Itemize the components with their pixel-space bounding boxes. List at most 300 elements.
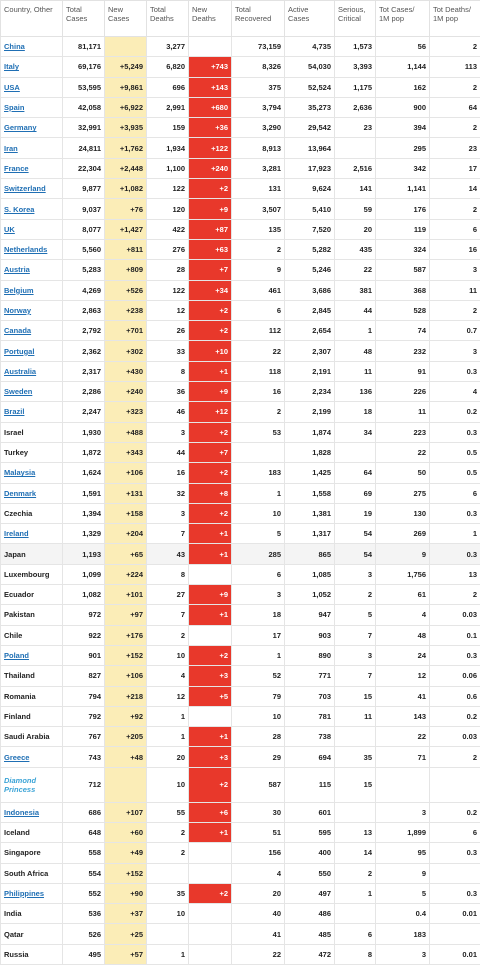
country-link[interactable]: UK (4, 225, 15, 234)
country-name: Finland (4, 712, 31, 721)
active-cases-cell: 703 (285, 686, 335, 706)
header-total-cases[interactable]: Total Cases (63, 1, 105, 37)
table-row (1, 300, 480, 320)
country-cell[interactable] (1, 77, 63, 97)
country-link[interactable]: Poland (4, 651, 29, 660)
total-cases-cell: 554 (63, 863, 105, 883)
deaths-per-million-cell: 0.3 (430, 503, 480, 523)
country-cell[interactable] (1, 57, 63, 77)
country-cell (1, 585, 63, 605)
table-header-row (1, 1, 480, 37)
total-recovered-cell: 2 (232, 239, 285, 259)
country-name: Czechia (4, 509, 32, 518)
deaths-per-million-cell: 2 (430, 77, 480, 97)
total-recovered-cell: 2 (232, 402, 285, 422)
country-link[interactable]: Portugal (4, 347, 34, 356)
country-cell[interactable] (1, 883, 63, 903)
new-deaths-cell: +743 (189, 57, 232, 77)
table-row (1, 280, 480, 300)
table-row (1, 239, 480, 259)
cases-per-million-cell: 24 (376, 645, 430, 665)
country-cell[interactable] (1, 747, 63, 767)
active-cases-cell: 5,410 (285, 199, 335, 219)
cases-per-million-cell: 5 (376, 883, 430, 903)
active-cases-cell: 4,735 (285, 37, 335, 57)
active-cases-cell: 595 (285, 822, 335, 842)
header-total-recovered[interactable]: Total Recovered (232, 1, 285, 37)
header-deaths-per-million[interactable]: Tot Deaths/ 1M pop (430, 1, 480, 37)
deaths-per-million-cell: 16 (430, 239, 480, 259)
country-name: Chile (4, 631, 22, 640)
deaths-per-million-cell: 2 (430, 199, 480, 219)
country-link[interactable]: Austria (4, 265, 30, 274)
cases-per-million-cell: 4 (376, 605, 430, 625)
total-recovered-cell: 3,507 (232, 199, 285, 219)
total-cases-cell: 1,624 (63, 463, 105, 483)
new-cases-cell: +107 (105, 802, 147, 822)
deaths-per-million-cell: 2 (430, 37, 480, 57)
country-cell (1, 863, 63, 883)
country-cell[interactable] (1, 341, 63, 361)
cases-per-million-cell: 71 (376, 747, 430, 767)
deaths-per-million-cell: 64 (430, 97, 480, 117)
total-deaths-cell: 122 (147, 280, 189, 300)
total-deaths-cell: 27 (147, 585, 189, 605)
country-cell (1, 822, 63, 842)
table-row (1, 645, 480, 665)
cases-per-million-cell: 9 (376, 863, 430, 883)
cases-per-million-cell: 223 (376, 422, 430, 442)
new-cases-cell: +37 (105, 904, 147, 924)
total-recovered-cell: 118 (232, 361, 285, 381)
country-cell[interactable] (1, 300, 63, 320)
country-link[interactable]: Canada (4, 326, 31, 335)
cases-per-million-cell (376, 767, 430, 802)
new-cases-cell: +92 (105, 706, 147, 726)
cases-per-million-cell: 162 (376, 77, 430, 97)
new-deaths-cell: +6 (189, 802, 232, 822)
table-row (1, 219, 480, 239)
new-cases-cell: +57 (105, 944, 147, 964)
table-row (1, 524, 480, 544)
new-cases-cell: +343 (105, 442, 147, 462)
country-link[interactable]: Philippines (4, 889, 44, 898)
country-name: India (4, 909, 22, 918)
cases-per-million-cell: 183 (376, 924, 430, 944)
active-cases-cell: 550 (285, 863, 335, 883)
total-cases-cell: 536 (63, 904, 105, 924)
serious-critical-cell: 136 (335, 382, 376, 402)
total-recovered-cell: 30 (232, 802, 285, 822)
new-cases-cell: +809 (105, 260, 147, 280)
active-cases-cell: 5,246 (285, 260, 335, 280)
active-cases-cell: 1,317 (285, 524, 335, 544)
header-total-deaths[interactable]: Total Deaths (147, 1, 189, 37)
country-cell (1, 706, 63, 726)
country-link[interactable]: Sweden (4, 387, 32, 396)
country-link[interactable]: USA (4, 83, 20, 92)
country-link[interactable]: Norway (4, 306, 31, 315)
total-cases-cell: 2,317 (63, 361, 105, 381)
header-new-cases[interactable]: New Cases (105, 1, 147, 37)
total-deaths-cell: 120 (147, 199, 189, 219)
total-cases-cell: 5,283 (63, 260, 105, 280)
total-deaths-cell: 3,277 (147, 37, 189, 57)
cases-per-million-cell: 528 (376, 300, 430, 320)
total-deaths-cell: 8 (147, 361, 189, 381)
active-cases-cell: 115 (285, 767, 335, 802)
country-link[interactable]: Iran (4, 144, 18, 153)
total-cases-cell: 1,394 (63, 503, 105, 523)
country-cell[interactable] (1, 179, 63, 199)
table-row (1, 822, 480, 842)
total-deaths-cell: 4 (147, 666, 189, 686)
cases-per-million-cell: 12 (376, 666, 430, 686)
total-recovered-cell: 156 (232, 843, 285, 863)
country-cell[interactable] (1, 158, 63, 178)
new-cases-cell: +224 (105, 564, 147, 584)
table-row (1, 767, 480, 802)
header-cases-per-million[interactable]: Tot Cases/ 1M pop (376, 1, 430, 37)
deaths-per-million-cell: 4 (430, 382, 480, 402)
total-deaths-cell: 10 (147, 767, 189, 802)
country-cell (1, 442, 63, 462)
serious-critical-cell: 1 (335, 883, 376, 903)
new-cases-cell: +158 (105, 503, 147, 523)
cases-per-million-cell: 22 (376, 442, 430, 462)
cases-per-million-cell: 587 (376, 260, 430, 280)
total-recovered-cell: 40 (232, 904, 285, 924)
active-cases-cell: 485 (285, 924, 335, 944)
country-link[interactable]: Germany (4, 123, 37, 132)
total-deaths-cell: 2 (147, 843, 189, 863)
total-deaths-cell: 20 (147, 747, 189, 767)
country-cell[interactable] (1, 97, 63, 117)
country-link[interactable]: Brazil (4, 407, 24, 416)
total-cases-cell: 686 (63, 802, 105, 822)
total-recovered-cell (232, 442, 285, 462)
new-deaths-cell: +1 (189, 727, 232, 747)
header-active-cases[interactable]: Active Cases (285, 1, 335, 37)
country-link[interactable]: Indonesia (4, 808, 39, 817)
new-deaths-cell: +2 (189, 645, 232, 665)
cases-per-million-cell: 56 (376, 37, 430, 57)
serious-critical-cell: 54 (335, 544, 376, 564)
new-cases-cell: +811 (105, 239, 147, 259)
total-recovered-cell: 183 (232, 463, 285, 483)
total-recovered-cell: 22 (232, 341, 285, 361)
country-cell (1, 564, 63, 584)
new-cases-cell: +49 (105, 843, 147, 863)
new-deaths-cell (189, 564, 232, 584)
country-cell[interactable] (1, 280, 63, 300)
deaths-per-million-cell (430, 863, 480, 883)
cases-per-million-cell: 1,899 (376, 822, 430, 842)
new-deaths-cell: +2 (189, 422, 232, 442)
country-link[interactable]: Greece (4, 753, 29, 762)
total-cases-cell: 648 (63, 822, 105, 842)
serious-critical-cell: 15 (335, 686, 376, 706)
total-cases-cell: 4,269 (63, 280, 105, 300)
active-cases-cell: 1,085 (285, 564, 335, 584)
country-cell[interactable] (1, 219, 63, 239)
total-deaths-cell (147, 924, 189, 944)
cases-per-million-cell: 11 (376, 402, 430, 422)
serious-critical-cell: 35 (335, 747, 376, 767)
country-link[interactable]: France (4, 164, 29, 173)
table-row (1, 564, 480, 584)
serious-critical-cell (335, 442, 376, 462)
total-cases-cell: 901 (63, 645, 105, 665)
new-deaths-cell (189, 37, 232, 57)
table-row (1, 422, 480, 442)
country-cell[interactable] (1, 645, 63, 665)
serious-critical-cell: 15 (335, 767, 376, 802)
active-cases-cell: 1,558 (285, 483, 335, 503)
deaths-per-million-cell: 0.3 (430, 843, 480, 863)
cases-per-million-cell: 61 (376, 585, 430, 605)
new-cases-cell: +2,448 (105, 158, 147, 178)
table-row (1, 321, 480, 341)
country-link[interactable]: Australia (4, 367, 36, 376)
serious-critical-cell: 6 (335, 924, 376, 944)
country-cell[interactable] (1, 382, 63, 402)
country-cell[interactable] (1, 260, 63, 280)
total-recovered-cell: 52 (232, 666, 285, 686)
total-cases-cell: 552 (63, 883, 105, 903)
new-deaths-cell: +87 (189, 219, 232, 239)
active-cases-cell: 781 (285, 706, 335, 726)
total-recovered-cell: 16 (232, 382, 285, 402)
deaths-per-million-cell: 11 (430, 280, 480, 300)
new-deaths-cell (189, 924, 232, 944)
deaths-per-million-cell: 0.06 (430, 666, 480, 686)
active-cases-cell: 472 (285, 944, 335, 964)
country-link[interactable]: Netherlands (4, 245, 47, 254)
table-row (1, 706, 480, 726)
active-cases-cell: 486 (285, 904, 335, 924)
new-cases-cell: +526 (105, 280, 147, 300)
total-recovered-cell: 17 (232, 625, 285, 645)
serious-critical-cell: 22 (335, 260, 376, 280)
country-cell[interactable] (1, 321, 63, 341)
cases-per-million-cell: 368 (376, 280, 430, 300)
total-cases-cell: 972 (63, 605, 105, 625)
country-cell[interactable] (1, 138, 63, 158)
total-deaths-cell: 26 (147, 321, 189, 341)
new-deaths-cell: +7 (189, 260, 232, 280)
new-deaths-cell: +36 (189, 118, 232, 138)
cases-per-million-cell: 394 (376, 118, 430, 138)
serious-critical-cell: 2 (335, 863, 376, 883)
active-cases-cell: 17,923 (285, 158, 335, 178)
country-cell (1, 843, 63, 863)
header-country[interactable]: Country, Other (1, 1, 63, 37)
new-deaths-cell: +1 (189, 605, 232, 625)
total-deaths-cell: 2,991 (147, 97, 189, 117)
deaths-per-million-cell: 0.5 (430, 463, 480, 483)
total-recovered-cell: 461 (232, 280, 285, 300)
total-cases-cell: 42,058 (63, 97, 105, 117)
total-cases-cell: 69,176 (63, 57, 105, 77)
country-cell[interactable] (1, 483, 63, 503)
total-recovered-cell: 4 (232, 863, 285, 883)
country-cell[interactable] (1, 524, 63, 544)
total-cases-cell: 8,077 (63, 219, 105, 239)
country-cell[interactable] (1, 402, 63, 422)
country-link[interactable]: Spain (4, 103, 24, 112)
country-cell (1, 503, 63, 523)
new-deaths-cell: +1 (189, 822, 232, 842)
table-row (1, 727, 480, 747)
total-cases-cell: 9,877 (63, 179, 105, 199)
country-cell[interactable] (1, 802, 63, 822)
total-cases-cell: 794 (63, 686, 105, 706)
total-cases-cell: 81,171 (63, 37, 105, 57)
total-recovered-cell: 8,913 (232, 138, 285, 158)
header-serious-critical[interactable]: Serious, Critical (335, 1, 376, 37)
table-row (1, 483, 480, 503)
country-link[interactable]: S. Korea (4, 205, 34, 214)
serious-critical-cell: 141 (335, 179, 376, 199)
country-link[interactable]: Belgium (4, 286, 34, 295)
total-cases-cell: 2,792 (63, 321, 105, 341)
table-row (1, 802, 480, 822)
serious-critical-cell: 8 (335, 944, 376, 964)
country-link[interactable]: Italy (4, 62, 19, 71)
total-deaths-cell: 3 (147, 503, 189, 523)
header-new-deaths[interactable]: New Deaths (189, 1, 232, 37)
total-deaths-cell: 696 (147, 77, 189, 97)
total-cases-cell: 1,082 (63, 585, 105, 605)
total-deaths-cell: 32 (147, 483, 189, 503)
country-cell[interactable] (1, 199, 63, 219)
serious-critical-cell: 2,636 (335, 97, 376, 117)
table-row (1, 341, 480, 361)
serious-critical-cell: 20 (335, 219, 376, 239)
serious-critical-cell: 44 (335, 300, 376, 320)
total-recovered-cell: 3,281 (232, 158, 285, 178)
new-deaths-cell: +2 (189, 503, 232, 523)
country-cell[interactable] (1, 463, 63, 483)
total-cases-cell: 2,362 (63, 341, 105, 361)
active-cases-cell: 400 (285, 843, 335, 863)
table-row (1, 97, 480, 117)
active-cases-cell: 5,282 (285, 239, 335, 259)
active-cases-cell: 1,874 (285, 422, 335, 442)
new-deaths-cell: +143 (189, 77, 232, 97)
table-row (1, 382, 480, 402)
table-row (1, 924, 480, 944)
total-recovered-cell: 1 (232, 483, 285, 503)
total-cases-cell: 712 (63, 767, 105, 802)
country-link[interactable]: China (4, 42, 25, 51)
country-cell[interactable] (1, 239, 63, 259)
serious-critical-cell: 381 (335, 280, 376, 300)
country-link[interactable]: Malaysia (4, 468, 35, 477)
total-recovered-cell: 10 (232, 706, 285, 726)
new-cases-cell: +1,762 (105, 138, 147, 158)
country-name: Romania (4, 692, 36, 701)
deaths-per-million-cell: 0.3 (430, 883, 480, 903)
active-cases-cell: 694 (285, 747, 335, 767)
country-name: Pakistan (4, 610, 35, 619)
country-link[interactable]: Switzerland (4, 184, 46, 193)
active-cases-cell: 1,425 (285, 463, 335, 483)
table-row (1, 625, 480, 645)
deaths-per-million-cell: 0.1 (430, 625, 480, 645)
total-cases-cell: 22,304 (63, 158, 105, 178)
new-deaths-cell: +5 (189, 686, 232, 706)
country-cell (1, 422, 63, 442)
country-cell (1, 605, 63, 625)
country-cell[interactable] (1, 37, 63, 57)
deaths-per-million-cell: 2 (430, 300, 480, 320)
country-link[interactable]: Denmark (4, 489, 36, 498)
total-recovered-cell: 29 (232, 747, 285, 767)
total-cases-cell: 922 (63, 625, 105, 645)
new-cases-cell: +131 (105, 483, 147, 503)
new-cases-cell: +302 (105, 341, 147, 361)
new-cases-cell: +1,082 (105, 179, 147, 199)
active-cases-cell: 947 (285, 605, 335, 625)
country-name: South Africa (4, 869, 48, 878)
new-cases-cell: +48 (105, 747, 147, 767)
country-name: Luxembourg (4, 570, 49, 579)
new-deaths-cell: +3 (189, 666, 232, 686)
cases-per-million-cell: 95 (376, 843, 430, 863)
new-deaths-cell: +34 (189, 280, 232, 300)
new-deaths-cell: +680 (189, 97, 232, 117)
new-cases-cell: +176 (105, 625, 147, 645)
new-cases-cell: +65 (105, 544, 147, 564)
cases-per-million-cell: 176 (376, 199, 430, 219)
deaths-per-million-cell: 0.3 (430, 645, 480, 665)
deaths-per-million-cell: 17 (430, 158, 480, 178)
cases-per-million-cell: 324 (376, 239, 430, 259)
country-link[interactable]: Ireland (4, 529, 29, 538)
new-deaths-cell: +63 (189, 239, 232, 259)
total-recovered-cell: 1 (232, 645, 285, 665)
total-cases-cell: 2,286 (63, 382, 105, 402)
active-cases-cell: 9,624 (285, 179, 335, 199)
serious-critical-cell: 1,175 (335, 77, 376, 97)
total-deaths-cell: 422 (147, 219, 189, 239)
deaths-per-million-cell: 0.2 (430, 402, 480, 422)
active-cases-cell: 2,307 (285, 341, 335, 361)
country-name: Thailand (4, 671, 35, 680)
total-deaths-cell (147, 863, 189, 883)
country-name: Iceland (4, 828, 30, 837)
total-cases-cell: 495 (63, 944, 105, 964)
deaths-per-million-cell: 0.01 (430, 944, 480, 964)
total-deaths-cell: 12 (147, 686, 189, 706)
total-recovered-cell: 79 (232, 686, 285, 706)
country-cell[interactable] (1, 118, 63, 138)
new-deaths-cell: +2 (189, 463, 232, 483)
table-row (1, 686, 480, 706)
new-deaths-cell (189, 625, 232, 645)
country-cell[interactable] (1, 361, 63, 381)
total-deaths-cell: 6,820 (147, 57, 189, 77)
table-row (1, 463, 480, 483)
new-deaths-cell: +7 (189, 442, 232, 462)
serious-critical-cell (335, 138, 376, 158)
new-cases-cell: +240 (105, 382, 147, 402)
serious-critical-cell: 11 (335, 361, 376, 381)
new-cases-cell: +76 (105, 199, 147, 219)
country-cell (1, 625, 63, 645)
